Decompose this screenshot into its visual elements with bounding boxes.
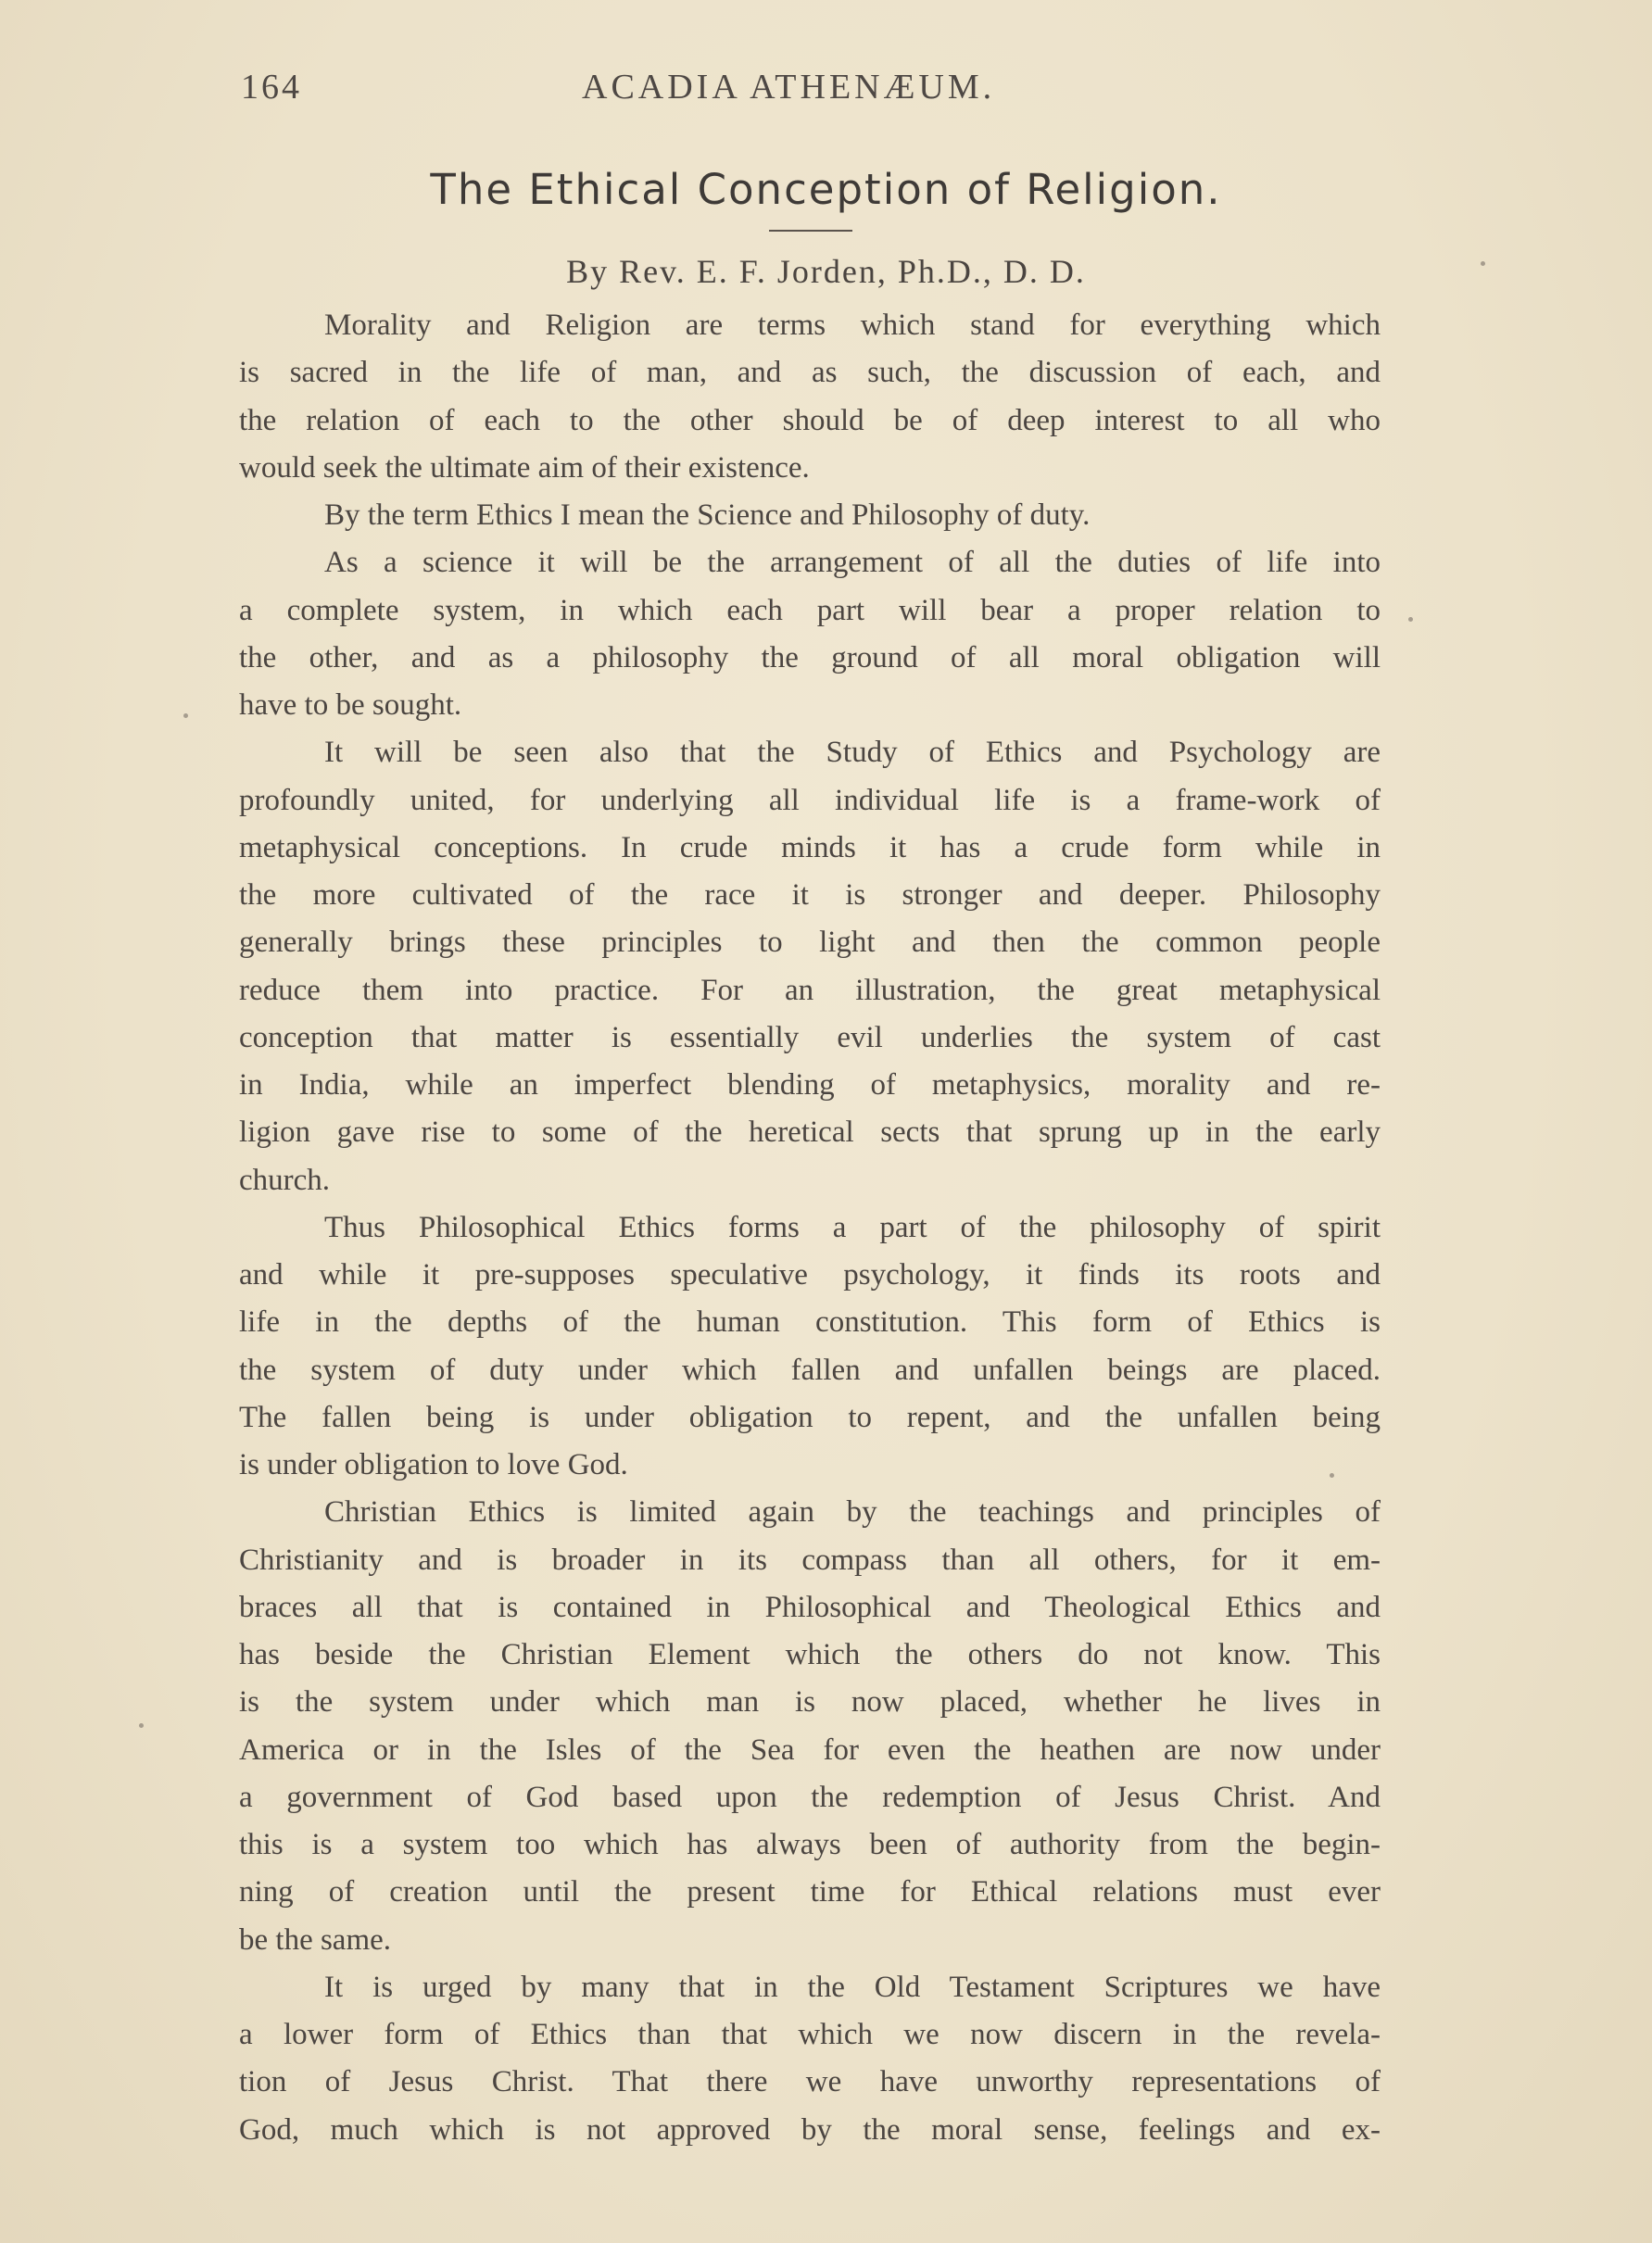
body-line: By the term Ethics I mean the Science and Philosophy of duty. [324, 498, 1091, 532]
paper-speck [1330, 1473, 1334, 1478]
body-line: has beside the Christian Element which the others do not know. This [239, 1638, 1381, 1671]
body-line: church. [239, 1163, 331, 1197]
body-line: this is a system too which has always been of authority from the begin- [239, 1828, 1381, 1861]
body-line: Morality and Religion are terms which stand for everything which [324, 309, 1381, 342]
body-line: Christian Ethics is limited again by the teachings and principles of [324, 1495, 1381, 1530]
body-line: a government of God based upon the redemption of Jesus Christ. And [239, 1780, 1381, 1814]
body-line: The fallen being is under obligation to repent, and the unfallen being [239, 1400, 1381, 1434]
body-line: life in the depths of the human constitution. This form of Ethics is [239, 1305, 1381, 1340]
body-line: the relation of each to the other should be of deep interest to all who [239, 403, 1381, 437]
body-line: generally brings these principles to light and then the common people [239, 926, 1381, 960]
body-line: the system of duty under which fallen and unfallen beings are placed. [239, 1353, 1381, 1387]
body-line: It is urged by many that in the Old Testament Scriptures we have [324, 1970, 1381, 2004]
body-line: be the same. [239, 1922, 392, 1957]
body-line: profoundly united, for underlying all individual life is a frame-work of [239, 783, 1381, 817]
body-line: As a science it will be the arrangement of all the duties of life into [324, 546, 1381, 580]
author-byline: By Rev. E. F. Jorden, Ph.D., D. D. [566, 253, 1086, 290]
body-line: It will be seen also that the Study of Ethics and Psychology are [324, 736, 1381, 770]
body-line: braces all that is contained in Philosophical and Theological Ethics and [239, 1590, 1381, 1624]
paper-speck [1481, 261, 1485, 266]
body-line: ning of creation until the present time for Ethical relations must ever [239, 1875, 1381, 1909]
body-line: tion of Jesus Christ. That there we have unworthy representations of [239, 2065, 1381, 2099]
body-line: God, much which is not approved by the moral sense, feelings and ex- [239, 2112, 1381, 2147]
body-line: the more cultivated of the race it is stronger and deeper. Philosophy [239, 878, 1381, 912]
body-line: a lower form of Ethics than that which we now discern in the revela- [239, 2018, 1381, 2051]
body-line: conception that matter is essentially evil underlies the system of cast [239, 1020, 1381, 1054]
body-line: America or in the Isles of the Sea for even the heathen are now under [239, 1733, 1381, 1767]
page-number: 164 [241, 68, 302, 107]
body-line: is under obligation to love God. [239, 1448, 628, 1481]
running-header [239, 67, 1416, 113]
body-line: Christianity and is broader in its compass than all others, for it em- [239, 1543, 1381, 1577]
body-line: in India, while an imperfect blending of metaphysics, morality and re- [239, 1068, 1381, 1102]
body-line: have to be sought. [239, 688, 462, 722]
body-line: is sacred in the life of man, and as such, the discussion of each, and [239, 356, 1381, 390]
paper-speck [183, 713, 188, 718]
article-title: The Ethical Conception of Religion. [430, 165, 1222, 214]
paper-speck [139, 1723, 144, 1728]
body-line: Thus Philosophical Ethics forms a part of the philosophy of spirit [324, 1210, 1381, 1244]
body-line: a complete system, in which each part will bear a proper relation to [239, 593, 1381, 627]
title-divider [769, 230, 852, 232]
body-line: the other, and as a philosophy the ground of all moral obligation will [239, 640, 1381, 674]
journal-title: ACADIA ATHENÆUM. [582, 68, 996, 107]
body-line: is the system under which man is now placed, whether he lives in [239, 1685, 1381, 1720]
body-line: reduce them into practice. For an illustration, the great metaphysical [239, 973, 1381, 1007]
article-body [239, 302, 1381, 2154]
body-line: and while it pre-supposes speculative psychology, it finds its roots and [239, 1258, 1381, 1292]
body-line: ligion gave rise to some of the heretical sects that sprung up in the early [239, 1115, 1381, 1150]
paper-speck [1408, 617, 1413, 622]
body-line: metaphysical conceptions. In crude minds it has a crude form while in [239, 830, 1381, 864]
body-line: would seek the ultimate aim of their existence. [239, 450, 810, 485]
